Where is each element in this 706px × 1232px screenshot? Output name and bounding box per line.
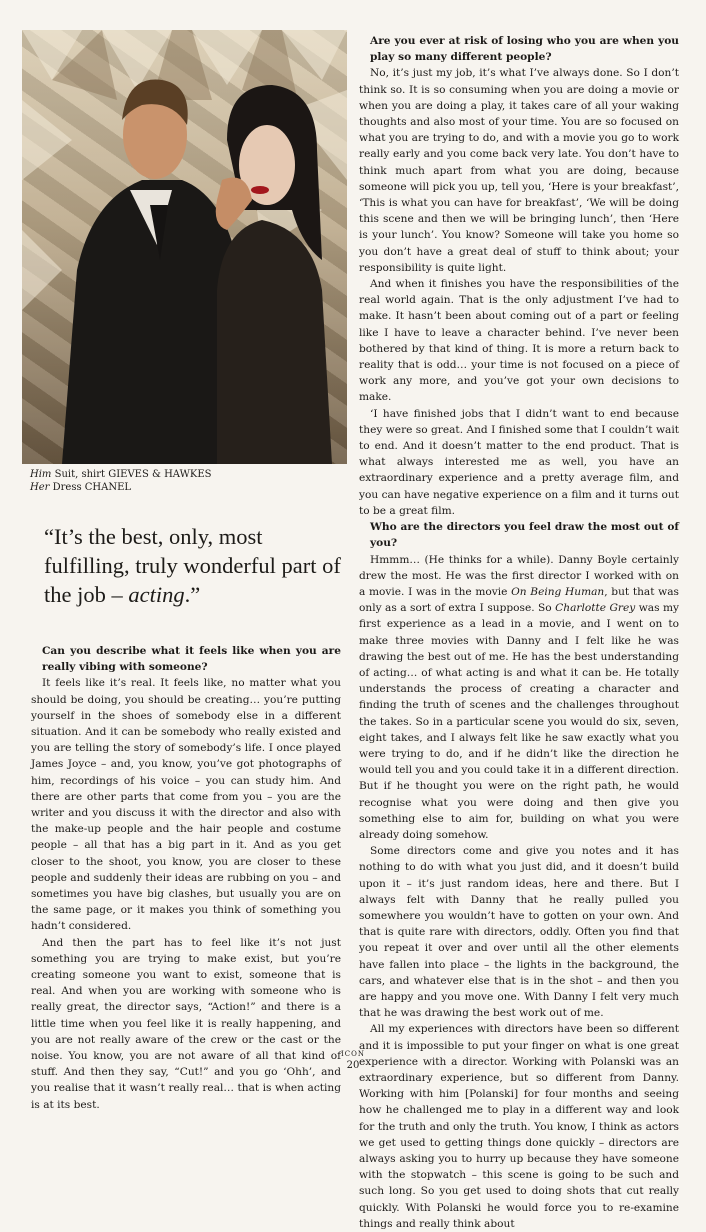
answer-paragraph: All my experiences with directors have been so different and it is impossible to put your finger on what is one great experience with a director. Working with Polanski was an extraordinary experience, but so different from Danny. Working with him [Polanski] for four months and seeing how he challenged me to play in a different way and look for the truth and only the truth. You know, I think as actors we get used to getting things done quickly – directors are always asking you to hurry up because they have someone with the stopwatch – this scene is going to be such and such long. So you get used to doing shots that cut really quickly. With Polanski he would force you to re-examine things and really think about xyxy=(359,1023,679,1230)
answer-paragraph: No, it’s just my job, it’s what I’ve always done. So I don’t think so. It is so consuming when you are doing a movie or when you are doing a play, it takes care of all your waking thoughts and also most of your time. You are so focused on what you are trying to do, and with a movie you go to work really early and you come back very late. You don’t have to think much apart from what you are doing, because someone will pick you up, tell you, ‘Here is your breakfast’, ‘This is what you can have for breakfast’, ‘We will be doing this scene and then we will be bringing lunch’, then ‘Here is your lunch’. You know? Someone will take you home so you don’t have a great deal of stuff to think about; your responsibility is quite light. xyxy=(359,67,679,274)
answer-paragraph: ‘I have finished jobs that I didn’t want to end because they were so great. And I finished some that I couldn’t wait to end. And it doesn’t matter to the end product. That is what always interested me as well, you have an extraordinary experience and a pretty average film, and you can have negative experience on a film and it turns out to be a great film. xyxy=(359,407,679,517)
answer-text: was my first experience as a lead in a movie, and I went on to make three movies with Danny and I felt like he was drawing the best out of me. He has the best understanding of acting… of what acting is and what it can be. He totally understands the process of creating a character and finding the truth of scenes and the challenges throughout the takes. So in a particular scene you would do six, seven, eight takes, and I always felt like he saw exactly what you were trying to do, and if he didn’t like the direction he would tell you and you could take it in a different direction. But if he thought you were on the right path, he would recognise what you were doing and then give you something else to aim for, building on what you were already doing somehow. xyxy=(359,602,679,841)
photo-credits xyxy=(30,468,212,494)
page-number: 20 xyxy=(346,1060,360,1071)
question-losing-self: Are you ever at risk of losing who you are when you play so many different people? xyxy=(370,35,679,64)
film-title: On Being Human xyxy=(511,585,605,598)
photo-couple xyxy=(22,30,347,464)
question-vibing: Can you describe what it feels like when you are really vibing with someone? xyxy=(42,645,341,674)
answer-paragraph: Some directors come and give you notes and it has nothing to do with what you just did, and it doesn’t build upon it – it’s just random ideas, here and there. But I always felt with Danny that he really pulled you somewhere you wouldn’t have to gotten on your own. And that is quite rare with directors, oddly. Often you find that you repeat it over and over until all the other elements have fallen into place – the lights in the background, the cars, and whatever else that is in the shot – and then you are happy and you move one. With Danny I felt very much that he was drawing the best work out of me. xyxy=(359,845,679,1020)
pull-quote-end: .” xyxy=(184,582,201,607)
answer-paragraph: And then the part has to feel like it’s not just something you are trying to make exist, but you’re creating someone you want to exist, someone that is real. And when you are working with someone who is really great, the director says, “Action!” and there is a little time when you feel like it is really happening, and you are not really aware of the crew or the cast or the noise. You know, you are not aware of all that kind of stuff. And then they say, “Cut!” and you go ‘Ohh’, and you realise that it wasn’t really real… that is when acting is at its best. xyxy=(31,936,341,1111)
answer-paragraph xyxy=(359,552,679,844)
photo-illustration xyxy=(22,30,347,464)
answer-text: , but that was only as a sort of extra I suppose. So xyxy=(359,585,679,615)
credit-her-label: Her xyxy=(30,482,50,493)
pull-quote xyxy=(44,522,344,609)
answer-text: Hmmm… (He thinks for a while). Danny Boyle certainly drew the most. He was the first director I worked with on a movie. I was in the movie xyxy=(359,553,679,598)
credit-her-text: Dress CHANEL xyxy=(52,482,132,493)
magazine-name: ICON xyxy=(341,1050,365,1058)
pull-quote-emphasis: acting xyxy=(128,582,185,607)
credit-him xyxy=(30,468,212,481)
answer-paragraph: It feels like it’s real. It feels like, no matter what you should be doing, you should be creating… you’re putting yourself in the shoes of somebody else in a different situation. And it can be somebody who really existed and you are telling the story of somebody’s life. I once played James Joyce – and, you know, you’ve got photographs of him, recordings of his voice – you can study him. And there are other parts that come from you – you are the writer and you discuss it with the director and also with the make-up people and the hair people and costume people – all that has a big part in it. And as you get closer to the shoot, you know, you are closer to these people and suddenly their ideas are rubbing on you – and sometimes you have big clashes, but usually you are on the same page, or it makes you think of something you hadn’t considered. xyxy=(31,677,341,933)
answer-paragraph: And when it finishes you have the responsibilities of the real world again. That is the only adjustment I’ve had to make. It hasn’t been about coming out of a part or feeling like I have to leave a character behind. I’ve never been bothered by that kind of thing. It is more a return back to reality that is odd… your time is not focused on a piece of work any more, and you’ve got your own decisions to make. xyxy=(359,278,679,404)
credit-him-label: Him xyxy=(30,469,52,480)
film-title: Charlotte Grey xyxy=(555,602,636,615)
pull-quote-text: “It’s the best, only, most fulfilling, truly wonderful part of the job – xyxy=(44,524,341,607)
credit-her xyxy=(30,481,212,494)
article-column-left xyxy=(31,643,341,1113)
question-directors: Who are the directors you feel draw the most out of you? xyxy=(370,521,679,550)
credit-him-text: Suit, shirt GIEVES & HAWKES xyxy=(54,469,212,480)
